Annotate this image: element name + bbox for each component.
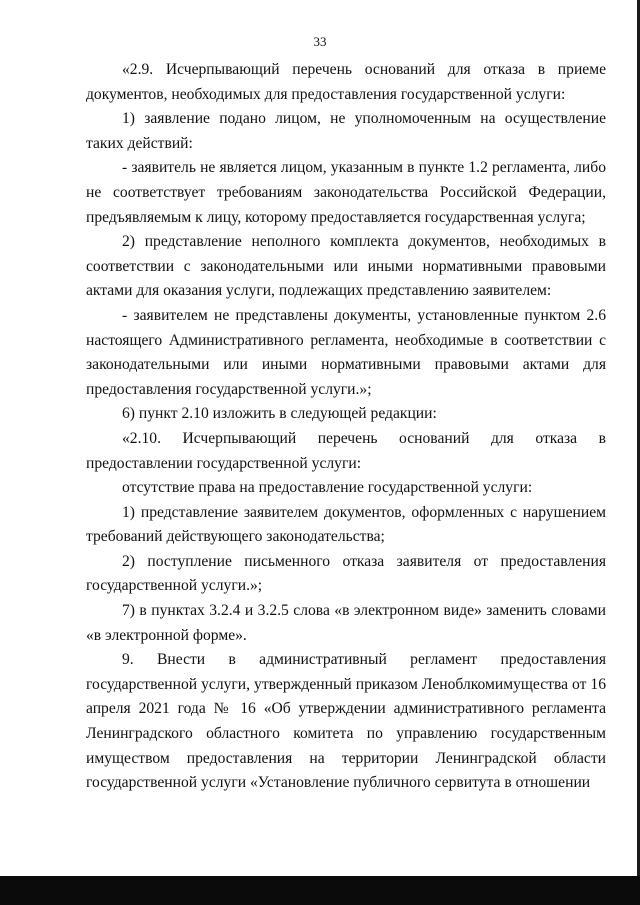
paragraph: 1) заявление подано лицом, не уполномоченным на осуществление таких действий: <box>86 110 606 152</box>
paragraph: «2.10. Исчерпывающий перечень оснований для отказа в предоставлении государственной услуги: <box>86 429 606 472</box>
paragraph: - заявителем не представлены документы, установленные пунктом 2.6 настоящего Административного регламента, необходимые в соответствии с законодательными или иными нормативными правовыми актами для предоставления государственной услуги.»; <box>86 306 606 398</box>
paragraph: 2) поступление письменного отказа заявителя от предоставления государственной услуги.»; <box>86 552 606 595</box>
paragraph: отсутствие права на предоставление государственной услуги: <box>122 479 533 497</box>
document-body <box>86 58 606 796</box>
paragraph: - заявитель не является лицом, указанным в пункте 1.2 регламента, либо не соответствует требованиям законодательства Российской Федерации, предъявляемым к лицу, которому предоставляется государственная услуга; <box>86 159 606 226</box>
paragraph: 1) представление заявителем документов, оформленных с нарушением требований действующего законодательства; <box>86 503 606 546</box>
paragraph: 7) в пунктах 3.2.4 и 3.2.5 слова «в электронном виде» заменить словами «в электронной форме». <box>86 602 606 644</box>
page-number: 33 <box>313 34 327 49</box>
paragraph: 6) пункт 2.10 изложить в следующей редакции: <box>122 405 437 423</box>
paragraph: «2.9. Исчерпывающий перечень оснований для отказа в приеме документов, необходимых для предоставления государственной услуги: <box>86 61 606 103</box>
scan-bottom-bar <box>0 876 640 905</box>
paragraph: 9. Внести в административный регламент предоставления государственной услуги, утвержденный приказом Леноблкомимущества от 16 апреля 2021 года № 16 «Об утверждении административного регламента Ленинградского областного комитета по управлению государственным имуществом предоставления на территории Ленинградской области государственной услуги «Установление публичного сервитута в отношении <box>86 651 606 792</box>
paragraph: 2) представление неполного комплекта документов, необходимых в соответствии с законодательными или иными нормативными правовыми актами для оказания услуги, подлежащих представлению заявителем: <box>86 233 606 300</box>
